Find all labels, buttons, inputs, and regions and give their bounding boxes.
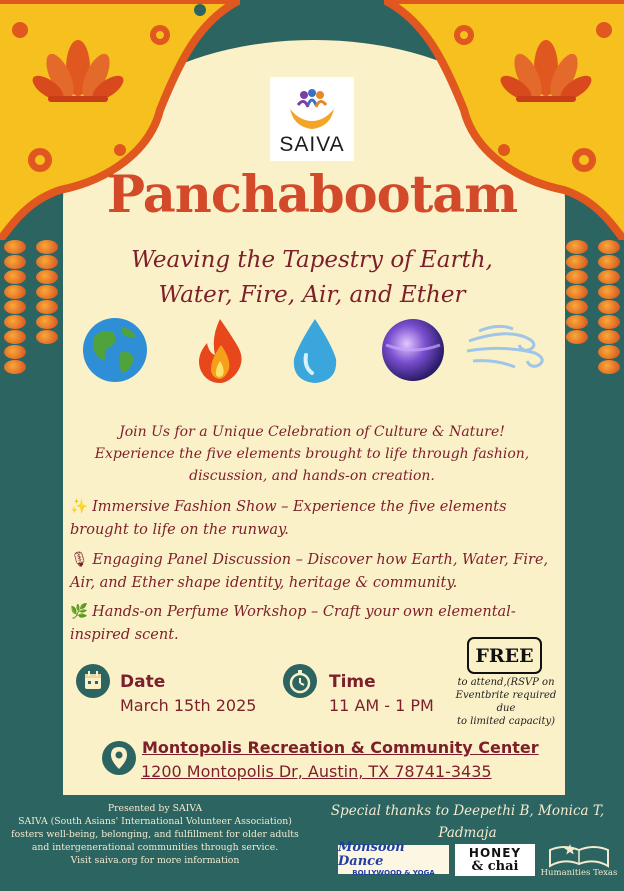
- humanities-texas-logo: [540, 840, 618, 880]
- highlight-line: inspired scent.: [70, 627, 179, 643]
- hands-people-icon: [284, 87, 340, 133]
- saiva-logo: [270, 77, 354, 161]
- book-star-icon: [540, 840, 618, 870]
- event-title: Panchabootam: [106, 165, 518, 225]
- honey-chai-subname: & chai: [471, 858, 519, 874]
- earth-globe-icon: [80, 315, 150, 385]
- subtitle-line-1: Weaving the Tapestry of Earth,: [131, 247, 493, 273]
- venue-name-link[interactable]: Montopolis Recreation & Community Center: [142, 738, 539, 757]
- footer-line: fosters well-being, belonging, and fulfillment for older adults: [11, 829, 299, 840]
- footer-about: [10, 802, 300, 867]
- highlight-fashion-show: [70, 496, 560, 542]
- honey-chai-name: HONEY: [468, 845, 522, 860]
- monsoon-dance-name: Monsoon Dance: [338, 840, 405, 869]
- herb-icon: 🌿: [70, 604, 89, 620]
- free-note: [448, 676, 564, 728]
- elements-row: [80, 315, 550, 385]
- calendar-icon: [76, 664, 110, 698]
- date-label: Date: [120, 672, 166, 692]
- free-note-line: Eventbrite required due: [455, 690, 557, 714]
- venue-address-link[interactable]: 1200 Montopolis Dr, Austin, TX 78741-3435: [141, 762, 492, 781]
- intro-line-1: Join Us for a Unique Celebration of Culture & Nature!: [119, 424, 505, 440]
- intro-text: [72, 421, 552, 487]
- intro-line-3: discussion, and hands-on creation.: [189, 468, 435, 484]
- logo-text: SAIVA: [279, 133, 345, 156]
- footer-website: Visit saiva.org for more information: [70, 855, 240, 866]
- wind-air-icon: [465, 315, 550, 385]
- time-label: Time: [329, 672, 376, 692]
- free-note-line: to attend,(RSVP on: [457, 677, 555, 688]
- highlight-line: Engaging Panel Discussion – Discover how Earth, Water, Fire,: [92, 552, 549, 568]
- free-badge: FREE: [467, 637, 542, 674]
- sparkles-icon: ✨: [70, 499, 89, 515]
- water-drop-icon: [280, 315, 350, 385]
- ether-planet-icon: [378, 315, 448, 385]
- monsoon-dance-tagline: BOLLYWOOD & YOGA: [352, 869, 435, 877]
- honey-chai-logo: [455, 844, 535, 876]
- footer-line: and intergenerational communities through service.: [31, 842, 279, 853]
- highlight-line: brought to life on the runway.: [70, 522, 289, 538]
- microphone-icon: 🎙: [70, 552, 89, 568]
- stopwatch-icon: [283, 664, 317, 698]
- free-note-line: to limited capacity): [456, 716, 556, 727]
- special-thanks: [330, 800, 605, 844]
- highlight-line: Immersive Fashion Show – Experience the five elements: [92, 499, 507, 515]
- highlight-panel-discussion: [70, 549, 560, 595]
- monsoon-dance-logo: [338, 840, 449, 877]
- highlight-line: Air, and Ether shape identity, heritage & community.: [70, 575, 458, 591]
- humanities-texas-name: Humanities Texas: [540, 868, 618, 878]
- highlight-line: Hands-on Perfume Workshop – Craft your own elemental-: [92, 604, 516, 620]
- subtitle-line-2: Water, Fire, Air, and Ether: [158, 282, 466, 308]
- date-value: March 15th 2025: [120, 696, 257, 715]
- fire-icon: [185, 315, 255, 385]
- footer-presented: Presented by SAIVA: [107, 803, 203, 814]
- thanks-line: Special thanks to Deepethi B, Monica T,: [330, 803, 605, 819]
- map-pin-icon: [102, 741, 136, 775]
- event-subtitle: [0, 243, 624, 313]
- intro-line-2: Experience the five elements brought to life through fashion,: [94, 446, 530, 462]
- thanks-line: Padmaja: [438, 825, 497, 841]
- footer-line: SAIVA (South Asians' International Volunteer Association): [18, 816, 292, 827]
- time-value: 11 AM - 1 PM: [329, 696, 434, 715]
